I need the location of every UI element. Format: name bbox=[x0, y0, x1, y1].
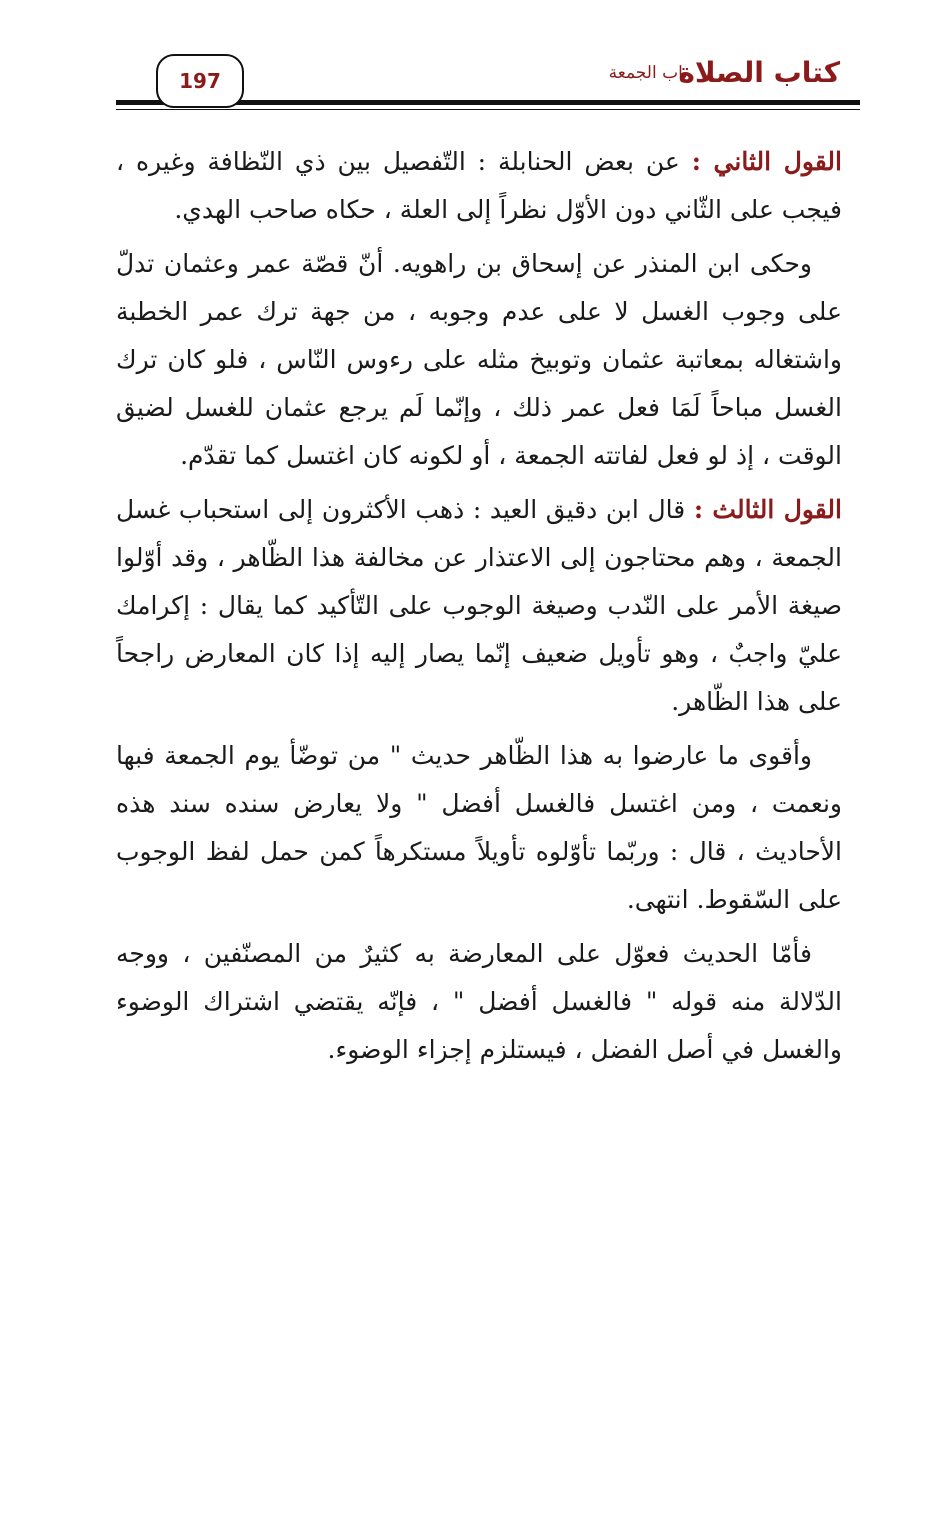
paragraph-label: القول الثالث : bbox=[693, 495, 842, 524]
paragraph-label: القول الثاني : bbox=[691, 147, 842, 176]
paragraph-strongest-counter bbox=[116, 732, 842, 924]
paragraph-text: وأقوى ما عارضوا به هذا الظّاهر حديث " من توضّأ يوم الجمعة فبها ونعمت ، ومن اغتسل فالغسل أفضل " ولا يعارض سنده سند هذه الأحاديث ، قال : وربّما تأوّلوه تأويلاً مستكرهاً كمن حمل لفظ الوجوب على السّقوط. انتهى. bbox=[116, 741, 842, 914]
paragraph-hadith-reliance bbox=[116, 930, 842, 1074]
chapter-title: باب الجمعة bbox=[608, 63, 688, 83]
page-number: 197 bbox=[156, 54, 244, 108]
paragraph-text: قال ابن دقيق العيد : ذهب الأكثرون إلى استحباب غسل الجمعة ، وهم محتاجون إلى الاعتذار عن مخالفة هذا الظّاهر ، وقد أوّلوا صيغة الأمر على النّدب وصيغة الوجوب على التّأكيد كما يقال : إكرامك عليّ واجبٌ ، وهو تأويل ضعيف إنّما يصار إليه إذا كان المعارض راجحاً على هذا الظّاهر. bbox=[116, 495, 842, 716]
paragraph-third-opinion bbox=[116, 486, 842, 726]
paragraph-text: عن بعض الحنابلة : التّفصيل بين ذي النّظافة وغيره ، فيجب على الثّاني دون الأوّل نظراً إلى العلة ، حكاه صاحب الهدي. bbox=[116, 147, 842, 224]
paragraph-text: وحكى ابن المنذر عن إسحاق بن راهويه. أنّ قصّة عمر وعثمان تدلّ على وجوب الغسل لا على عدم وجوبه ، من جهة ترك عمر الخطبة واشتغاله بمعاتبة عثمان وتوبيخ مثله على رءوس النّاس ، فلو كان ترك الغسل مباحاً لَمَا فعل عمر ذلك ، وإنّما لَم يرجع عثمان للغسل لضيق الوقت ، إذ لو فعل لفاتته الجمعة ، أو لكونه كان اغتسل كما تقدّم. bbox=[116, 249, 842, 470]
book-title: كتاب الصلاة bbox=[678, 56, 840, 89]
header-rule-thin bbox=[116, 109, 860, 110]
page-body bbox=[116, 138, 842, 1080]
page-header bbox=[116, 48, 860, 118]
paragraph-text: فأمّا الحديث فعوّل على المعارضة به كثيرٌ من المصنّفين ، ووجه الدّلالة منه قوله " فالغسل أفضل " ، فإنّه يقتضي اشتراك الوضوء والغسل في أصل الفضل ، فيستلزم إجزاء الوضوء. bbox=[116, 939, 842, 1064]
paragraph-ibn-almundhir bbox=[116, 240, 842, 480]
paragraph-second-opinion bbox=[116, 138, 842, 234]
